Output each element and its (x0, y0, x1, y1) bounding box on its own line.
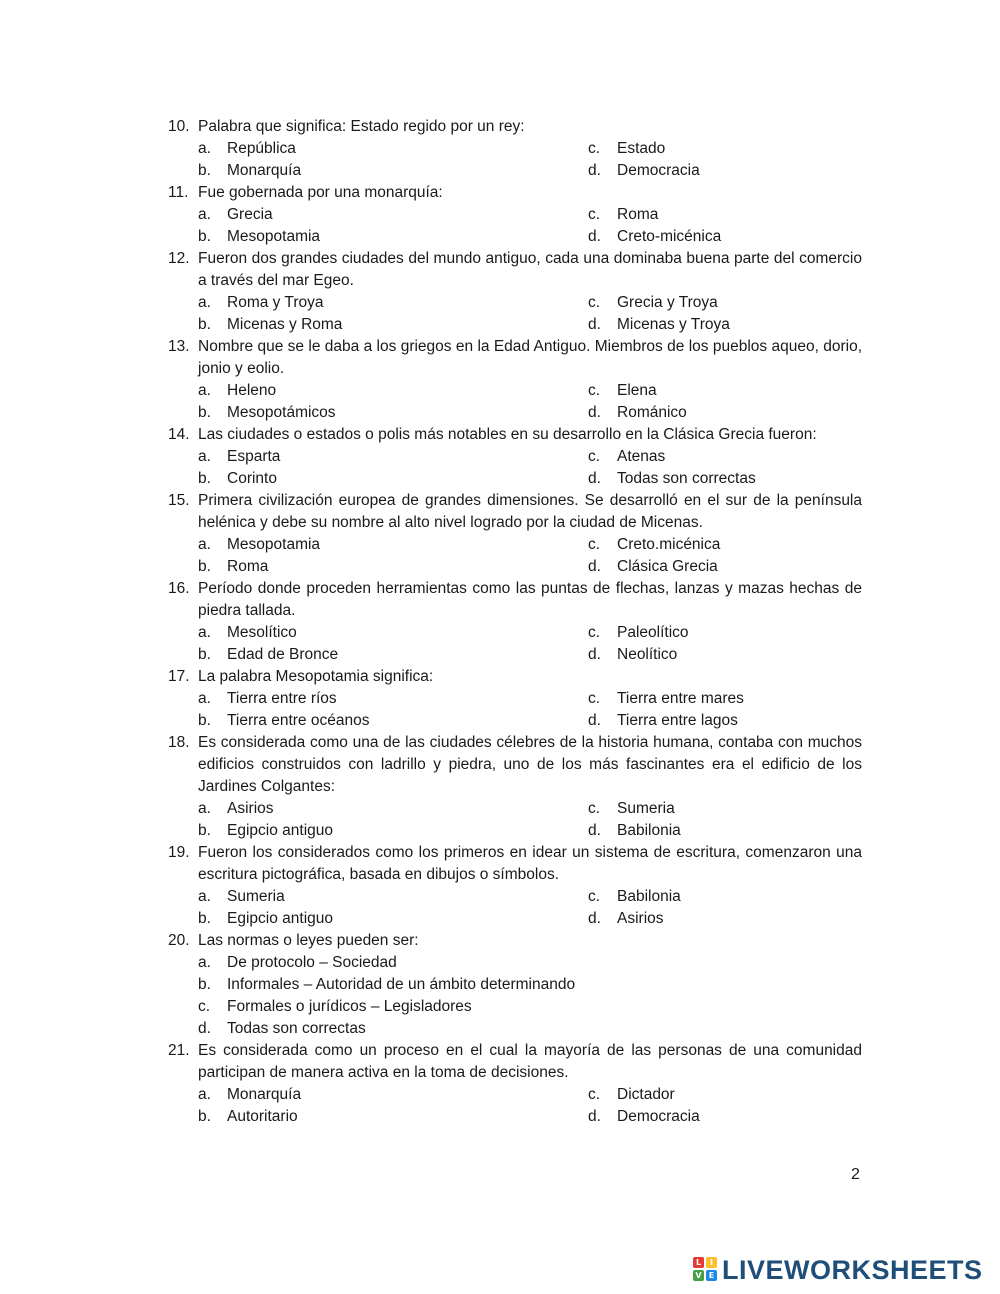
option-letter: c. (588, 206, 601, 223)
option-letter: d. (588, 822, 601, 839)
question-text: Es considerada como un proceso en el cual la mayoría de las personas de una comunidad participan de manera activa en la toma de decisiones. (198, 1042, 862, 1081)
answer-option[interactable] (588, 820, 862, 842)
question-row (168, 842, 862, 886)
question-item (168, 578, 862, 666)
option-letter: c. (588, 448, 601, 465)
option-letter: b. (198, 712, 211, 729)
option-text: Roma (617, 206, 659, 223)
answer-options (198, 622, 862, 666)
answer-option[interactable] (588, 556, 862, 578)
option-text: Grecia y Troya (617, 294, 718, 311)
option-letter: d. (588, 558, 601, 575)
answer-option[interactable] (588, 534, 862, 556)
question-number: 14. (168, 426, 190, 443)
option-text: Corinto (227, 470, 277, 487)
option-text: Asirios (617, 910, 664, 927)
option-text: Roma (227, 558, 269, 575)
live-icon-tile: L (693, 1257, 704, 1268)
question-row (168, 424, 862, 446)
option-letter: b. (198, 646, 211, 663)
answer-option[interactable] (198, 1084, 588, 1106)
answer-option[interactable] (198, 908, 588, 930)
answer-option[interactable] (198, 798, 588, 820)
option-letter: b. (198, 1108, 211, 1125)
option-text: Egipcio antiguo (227, 910, 333, 927)
answer-options (198, 446, 862, 490)
option-letter: a. (198, 206, 211, 223)
option-letter: b. (198, 404, 211, 421)
answer-option[interactable] (588, 160, 862, 182)
page-number: 2 (851, 1166, 860, 1183)
option-text: Grecia (227, 206, 273, 223)
option-text: Atenas (617, 448, 666, 465)
question-row (168, 116, 862, 138)
question-number: 10. (168, 118, 190, 135)
option-text: Paleolítico (617, 624, 689, 641)
option-letter: d. (588, 228, 601, 245)
question-number: 21. (168, 1042, 190, 1059)
question-item (168, 424, 862, 490)
answer-options (198, 204, 862, 248)
answer-option[interactable] (588, 402, 862, 424)
question-item (168, 116, 862, 182)
option-letter: a. (198, 624, 211, 641)
option-text: Creto.micénica (617, 536, 721, 553)
question-row (168, 666, 862, 688)
question-text: Las ciudades o estados o polis más notables en su desarrollo en la Clásica Grecia fueron: (198, 426, 817, 443)
question-row (168, 248, 862, 292)
answer-option[interactable] (198, 996, 862, 1018)
liveworksheets-logo[interactable] (693, 1255, 983, 1285)
answer-option[interactable] (198, 710, 588, 732)
option-letter: c. (588, 1086, 601, 1103)
option-text: Egipcio antiguo (227, 822, 333, 839)
option-text: Informales – Autoridad de un ámbito determinando (227, 976, 576, 993)
option-letter: b. (198, 316, 211, 333)
question-item (168, 732, 862, 842)
option-text: Clásica Grecia (617, 558, 718, 575)
answer-option[interactable] (198, 292, 588, 314)
option-letter: c. (588, 624, 601, 641)
option-letter: c. (588, 382, 601, 399)
question-row (168, 578, 862, 622)
answer-options (198, 292, 862, 336)
answer-option[interactable] (198, 226, 588, 248)
question-item (168, 490, 862, 578)
answer-option[interactable] (198, 138, 588, 160)
answer-option[interactable] (198, 886, 588, 908)
answer-option[interactable] (198, 402, 588, 424)
option-text: Mesopotámicos (227, 404, 336, 421)
option-letter: a. (198, 536, 211, 553)
answer-option[interactable] (198, 644, 588, 666)
option-letter: d. (588, 316, 601, 333)
option-text: Edad de Bronce (227, 646, 339, 663)
answer-option[interactable] (198, 622, 588, 644)
option-text: República (227, 140, 296, 157)
option-letter: a. (198, 954, 211, 971)
option-text: Románico (617, 404, 687, 421)
question-text: Primera civilización europea de grandes dimensiones. Se desarrolló en el sur de la península helénica y debe su nombre al alto nivel logrado por la ciudad de Micenas. (198, 492, 862, 531)
option-text: Monarquía (227, 162, 302, 179)
option-letter: a. (198, 448, 211, 465)
answer-option[interactable] (198, 556, 588, 578)
question-item (168, 336, 862, 424)
answer-option[interactable] (588, 710, 862, 732)
answer-option[interactable] (198, 160, 588, 182)
question-number: 20. (168, 932, 190, 949)
question-text: Fueron dos grandes ciudades del mundo antiguo, cada una dominaba buena parte del comercio a través del mar Egeo. (198, 250, 862, 289)
live-icon-tile: E (706, 1270, 717, 1281)
option-letter: b. (198, 822, 211, 839)
option-text: Tierra entre mares (617, 690, 744, 707)
question-text: Es considerada como una de las ciudades célebres de la historia humana, contaba con muchos edificios construidos con ladrillo y piedra, uno de los más fascinantes era el edificio de los Jardines Colgantes: (198, 734, 862, 795)
question-number: 15. (168, 492, 190, 509)
option-letter: a. (198, 382, 211, 399)
question-number: 11. (168, 184, 189, 201)
question-row (168, 490, 862, 534)
option-text: Sumeria (617, 800, 675, 817)
option-text: Neolítico (617, 646, 678, 663)
answer-options (198, 952, 862, 1040)
answer-option[interactable] (588, 380, 862, 402)
live-icon (693, 1257, 719, 1283)
question-item (168, 248, 862, 336)
option-text: Roma y Troya (227, 294, 324, 311)
option-letter: a. (198, 294, 211, 311)
option-letter: b. (198, 228, 211, 245)
option-text: Dictador (617, 1086, 675, 1103)
question-row (168, 930, 862, 952)
option-text: Elena (617, 382, 657, 399)
option-text: Micenas y Troya (617, 316, 730, 333)
option-text: Mesopotamia (227, 228, 321, 245)
brand-name: LIVEWORKSHEETS (722, 1254, 983, 1285)
question-item (168, 842, 862, 930)
question-number: 17. (168, 668, 190, 685)
answer-option[interactable] (588, 644, 862, 666)
option-letter: d. (588, 1108, 601, 1125)
option-letter: a. (198, 690, 211, 707)
answer-option[interactable] (198, 688, 588, 710)
option-text: Monarquía (227, 1086, 302, 1103)
option-text: Heleno (227, 382, 277, 399)
answer-option[interactable] (588, 908, 862, 930)
answer-options (198, 886, 862, 930)
option-text: Estado (617, 140, 666, 157)
answer-option[interactable] (588, 886, 862, 908)
live-icon-tile: V (693, 1270, 704, 1281)
option-text: Micenas y Roma (227, 316, 343, 333)
option-text: Formales o jurídicos – Legisladores (227, 998, 472, 1015)
option-text: Mesolítico (227, 624, 297, 641)
answer-option[interactable] (198, 1018, 862, 1040)
question-number: 13. (168, 338, 190, 355)
option-letter: b. (198, 976, 211, 993)
answer-option[interactable] (198, 468, 588, 490)
answer-options (198, 1084, 862, 1128)
answer-option[interactable] (198, 1106, 588, 1128)
option-letter: d. (588, 404, 601, 421)
answer-option[interactable] (588, 688, 862, 710)
question-row (168, 182, 862, 204)
answer-option[interactable] (588, 1106, 862, 1128)
option-text: De protocolo – Sociedad (227, 954, 397, 971)
question-item (168, 930, 862, 1040)
option-letter: b. (198, 162, 211, 179)
question-text: Nombre que se le daba a los griegos en la Edad Antiguo. Miembros de los pueblos aqueo, dorio, jonio y eolio. (198, 338, 862, 377)
answer-options (198, 534, 862, 578)
option-letter: d. (588, 712, 601, 729)
option-letter: c. (588, 888, 601, 905)
answer-option[interactable] (198, 446, 588, 468)
option-text: Autoritario (227, 1108, 298, 1125)
question-number: 12. (168, 250, 190, 267)
option-text: Democracia (617, 162, 700, 179)
question-row (168, 336, 862, 380)
answer-option[interactable] (198, 820, 588, 842)
question-text: Las normas o leyes pueden ser: (198, 932, 419, 949)
option-text: Mesopotamia (227, 536, 321, 553)
option-letter: c. (588, 690, 601, 707)
option-text: Tierra entre ríos (227, 690, 337, 707)
live-icon-tile: I (706, 1257, 717, 1268)
answer-option[interactable] (198, 952, 862, 974)
option-letter: b. (198, 470, 211, 487)
option-letter: d. (588, 470, 601, 487)
option-letter: d. (588, 646, 601, 663)
question-item (168, 1040, 862, 1128)
option-text: Babilonia (617, 822, 681, 839)
option-letter: d. (588, 910, 601, 927)
answer-option[interactable] (198, 314, 588, 336)
option-letter: c. (588, 536, 601, 553)
answer-option[interactable] (198, 534, 588, 556)
answer-options (198, 688, 862, 732)
answer-option[interactable] (588, 314, 862, 336)
answer-option[interactable] (588, 446, 862, 468)
question-row (168, 732, 862, 798)
option-text: Democracia (617, 1108, 700, 1125)
option-text: Creto-micénica (617, 228, 722, 245)
answer-option[interactable] (198, 974, 862, 996)
option-letter: a. (198, 140, 211, 157)
option-text: Asirios (227, 800, 274, 817)
question-item (168, 666, 862, 732)
question-text: Palabra que significa: Estado regido por un rey: (198, 118, 525, 135)
answer-options (198, 798, 862, 842)
option-letter: c. (588, 800, 601, 817)
answer-options (198, 380, 862, 424)
question-text: La palabra Mesopotamia significa: (198, 668, 434, 685)
option-letter: a. (198, 1086, 211, 1103)
option-letter: d. (588, 162, 601, 179)
option-letter: a. (198, 800, 211, 817)
answer-option[interactable] (588, 798, 862, 820)
answer-option[interactable] (588, 226, 862, 248)
answer-option[interactable] (588, 622, 862, 644)
question-number: 19. (168, 844, 190, 861)
option-letter: c. (588, 294, 601, 311)
question-item (168, 182, 862, 248)
option-text: Tierra entre lagos (617, 712, 738, 729)
option-letter: b. (198, 910, 211, 927)
question-number: 16. (168, 580, 190, 597)
option-text: Tierra entre océanos (227, 712, 370, 729)
question-number: 18. (168, 734, 190, 751)
answer-option[interactable] (588, 468, 862, 490)
option-letter: d. (198, 1020, 211, 1037)
option-text: Esparta (227, 448, 281, 465)
question-text: Fueron los considerados como los primeros en idear un sistema de escritura, comenzaron una escritura pictográfica, basada en dibujos o símbolos. (198, 844, 862, 883)
question-text: Período donde proceden herramientas como las puntas de flechas, lanzas y mazas hechas de piedra tallada. (198, 580, 862, 619)
answer-option[interactable] (198, 380, 588, 402)
option-letter: c. (198, 998, 211, 1015)
answer-option[interactable] (198, 204, 588, 226)
question-list (168, 116, 862, 1128)
option-letter: c. (588, 140, 601, 157)
answer-options (198, 138, 862, 182)
option-text: Sumeria (227, 888, 285, 905)
question-row (168, 1040, 862, 1084)
option-letter: b. (198, 558, 211, 575)
answer-option[interactable] (588, 292, 862, 314)
question-text: Fue gobernada por una monarquía: (198, 184, 443, 201)
option-text: Todas son correctas (617, 470, 756, 487)
answer-option[interactable] (588, 204, 862, 226)
answer-option[interactable] (588, 138, 862, 160)
option-letter: a. (198, 888, 211, 905)
option-text: Todas son correctas (227, 1020, 366, 1037)
answer-option[interactable] (588, 1084, 862, 1106)
option-text: Babilonia (617, 888, 681, 905)
